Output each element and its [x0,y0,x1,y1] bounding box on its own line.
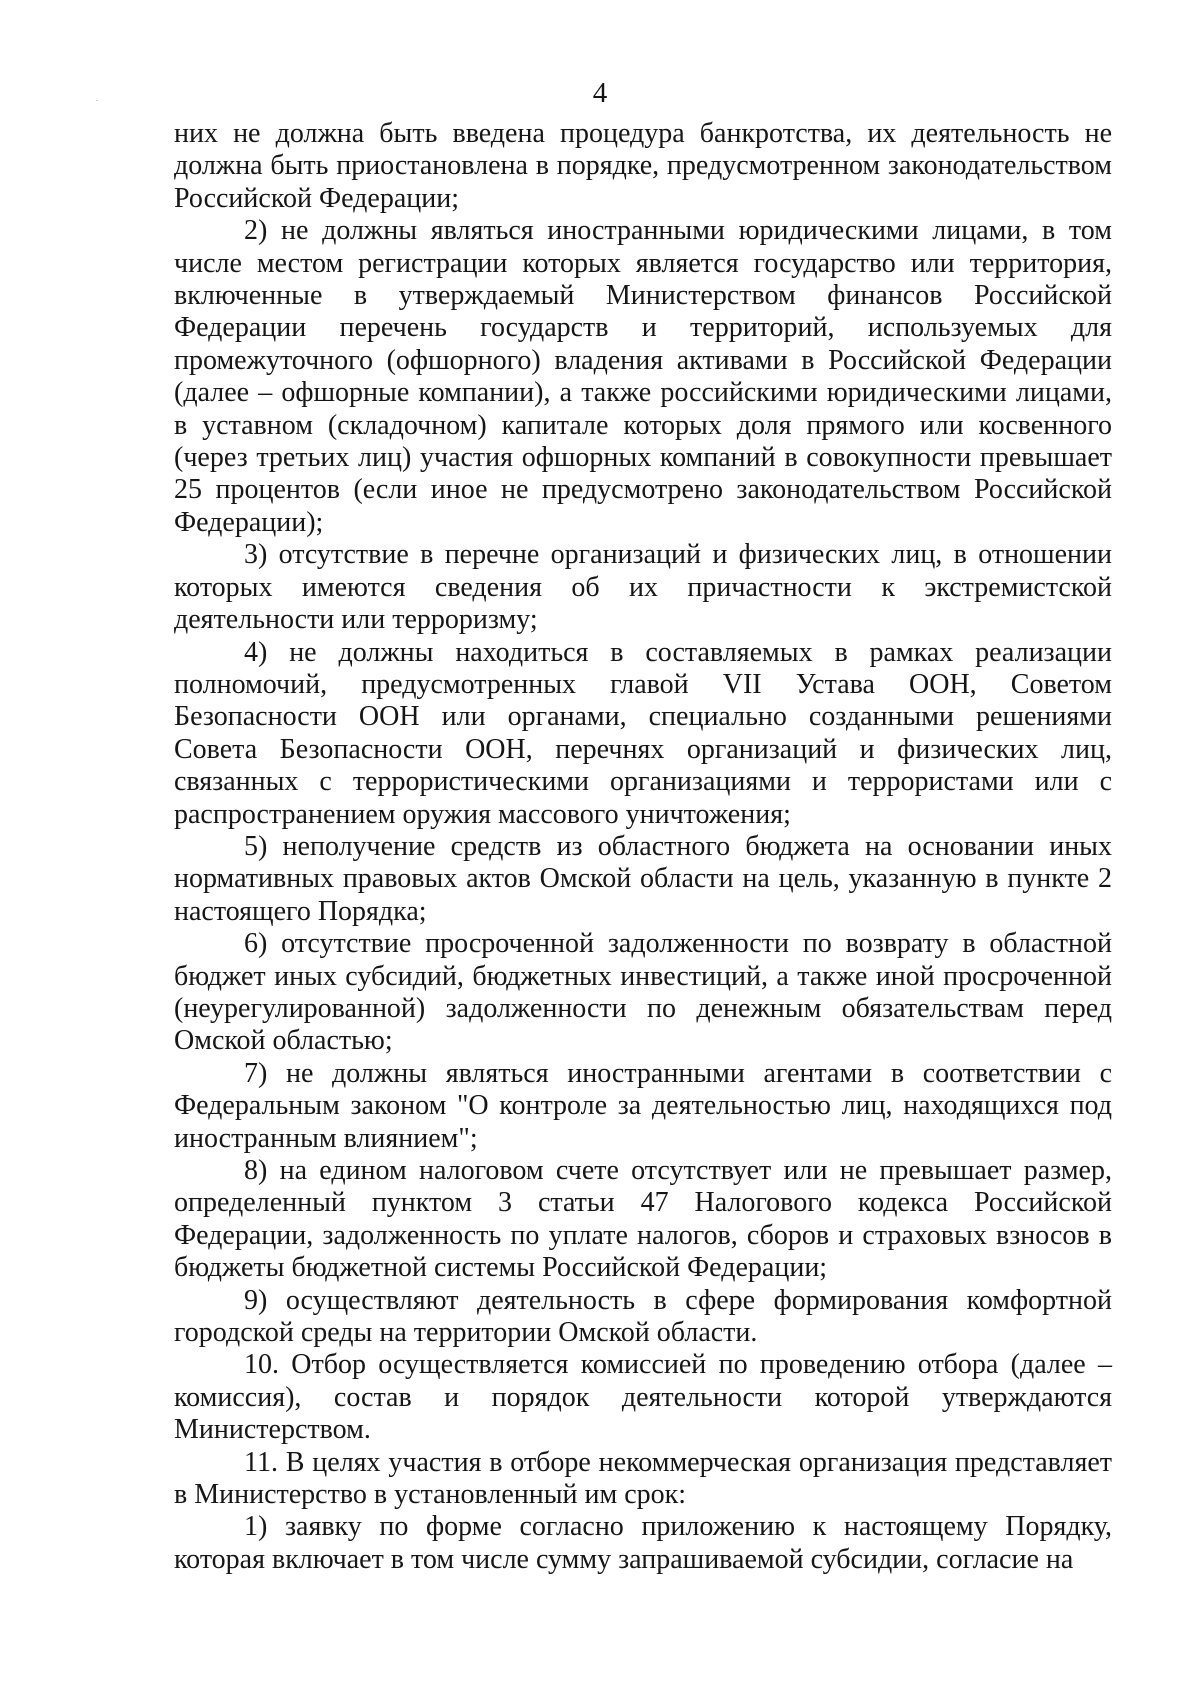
paragraph-continuation: них не должна быть введена процедура банкротства, их деятельность не должна быть приостановлена в порядке, предусмотренном законодательством Российской Федерации; [174,118,1112,214]
page-number: 4 [592,77,608,109]
document-body [174,118,1112,1576]
paragraph-subitem-1: 1) заявку по форме согласно приложению к настоящему Порядку, которая включает в том числе сумму запрашиваемой субсидии, согласие на [174,1511,1112,1575]
paragraph-section-10: 10. Отбор осуществляется комиссией по проведению отбора (далее – комиссия), состав и порядок деятельности которой утверждаются Министерством. [174,1349,1112,1446]
paragraph-item-8: 8) на едином налоговом счете отсутствует или не превышает размер, определенный пунктом 3 статьи 47 Налогового кодекса Российской Федерации, задолженность по уплате налогов, сборов и страховых взносов в бюджеты бюджетной системы Российской Федерации; [174,1155,1112,1284]
paragraph-item-5: 5) неполучение средств из областного бюджета на основании иных нормативных правовых актов Омской области на цель, указанную в пункте 2 настоящего Порядка; [174,830,1112,927]
paragraph-item-9: 9) осуществляют деятельность в сфере формирования комфортной городской среды на территории Омской области. [174,1284,1112,1349]
paragraph-item-4: 4) не должны находиться в составляемых в рамках реализации полномочий, предусмотренных главой VII Устава ООН, Советом Безопасности ООН или органами, специально созданными решениями Совета Безопасности ООН, перечнях организаций и физических лиц, связанных с террористическими организациями и террористами или с распространением оружия массового уничтожения; [174,636,1112,830]
paragraph-item-7: 7) не должны являться иностранными агентами в соответствии с Федеральным законом "О контроле за деятельностью лиц, находящихся под иностранным влиянием"; [174,1057,1112,1154]
paragraph-item-3: 3) отсутствие в перечне организаций и физических лиц, в отношении которых имеются сведения об их причастности к экстремистской деятельности или терроризму; [174,539,1112,636]
paragraph-item-2: 2) не должны являться иностранными юридическими лицами, в том числе местом регистрации которых является государство или территория, включенные в утверждаемый Министерством финансов Российской Федерации перечень государств и территорий, используемых для промежуточного (офшорного) владения активами в Российской Федерации (далее – офшорные компании), а также российскими юридическими лицами, в уставном (складочном) капитале которых доля прямого или косвенного (через третьих лиц) участия офшорных компаний в совокупности превышает 25 процентов (если иное не предусмотрено законодательством Российской Федерации); [174,215,1112,538]
paragraph-item-6: 6) отсутствие просроченной задолженности по возврату в областной бюджет иных субсидий, бюджетных инвестиций, а также иной просроченной (неурегулированной) задолженности по денежным обязательствам перед Омской областью; [174,928,1112,1057]
paragraph-section-11: 11. В целях участия в отборе некоммерческая организация представляет в Министерство в установленный им срок: [174,1446,1112,1511]
